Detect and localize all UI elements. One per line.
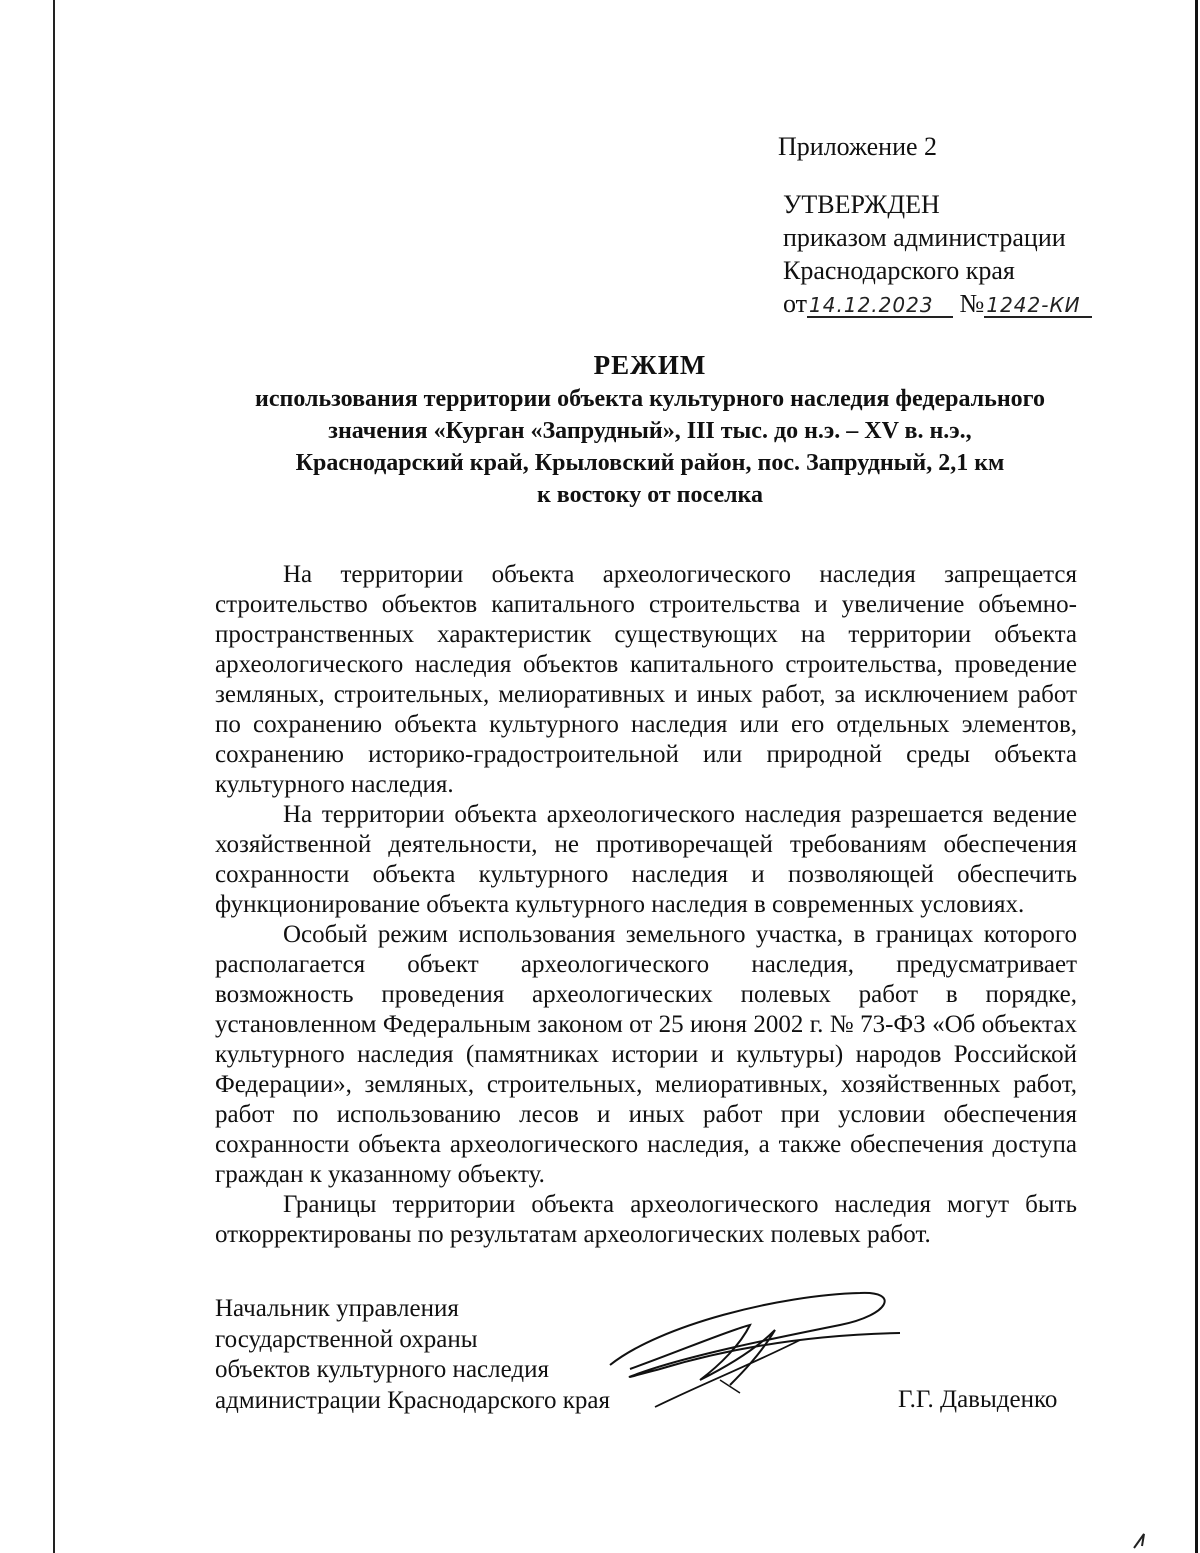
corner-mark-icon [1130,1530,1150,1550]
position-line-1: Начальник управления [215,1295,459,1322]
title-line-2: значения «Курган «Запрудный», III тыс. до н.э. – XV в. н.э., [328,418,972,444]
paragraph: На территории объекта археологического наследия запрещается строительство объектов капитального строительства и увеличение объемно-пространственных характеристик существующих на территории объекта археологического наследия объектов капитального строительства, проведение земляных, строительных, мелиоративных и иных работ, за исключением работ по сохранению объекта культурного наследия или его отдельных элементов, сохранению историко-градостроительной или природной среды объекта культурного наследия. [215,561,1077,798]
title-line-1: использования территории объекта культурного наследия федерального [255,386,1045,412]
scan-edge-left [53,0,55,1553]
handwritten-date: 14.12.2023 [807,294,953,318]
approval-line-2: Краснодарского края [783,256,1015,285]
title-main: РЕЖИМ [593,350,707,380]
paragraph: Границы территории объекта археологического наследия могут быть откорректированы по результатам археологических полевых работ. [215,1191,1077,1248]
position-line-4: администрации Краснодарского края [215,1386,611,1414]
approved-label: УТВЕРЖДЕН [783,190,940,219]
document-body [215,560,1077,1250]
title-line-3: Краснодарский край, Крыловский район, пос. Запрудный, 2,1 км [295,450,1005,476]
title-line-4: к востоку от поселка [536,482,764,508]
appendix-label: Приложение 2 [778,132,938,161]
approval-date-line [783,287,1143,320]
position-line-2: государственной охраны [215,1325,478,1353]
approval-stamp-block [778,130,1143,320]
document-title [200,349,1100,511]
number-prefix: № [959,289,985,318]
paragraph: Особый режим использования земельного участка, в границах которого располагается объект археологического наследия, предусматривает возможность проведения археологических полевых работ в порядке, установленном Федеральным законом от 25 июня 2002 г. № 73-ФЗ «Об объектах культурного наследия (памятниках истории и культуры) народов Российской Федерации», земляных, строительных, мелиоративных, хозяйственных работ, работ по использованию лесов и иных работ при условии обеспечения сохранности объекта археологического наследия, а также обеспечения доступа граждан к указанному объекту. [215,921,1077,1188]
handwritten-number: 1242-КИ [984,294,1092,318]
position-line-3: объектов культурного наследия [215,1356,549,1383]
approval-line-1: приказом администрации [783,223,1066,252]
signatory-position [215,1294,655,1416]
signatory-name: Г.Г. Давыденко [898,1386,1058,1413]
date-prefix: от [783,289,808,318]
paragraph: На территории объекта археологического наследия разрешается ведение хозяйственной деятельности, не противоречащей требованиям обеспечения сохранности объекта культурного наследия и позволяющей обеспечить функционирование объекта культурного наследия в современных условиях. [215,801,1077,918]
handwritten-signature [600,1285,920,1415]
scan-edge-right [1195,0,1198,1553]
